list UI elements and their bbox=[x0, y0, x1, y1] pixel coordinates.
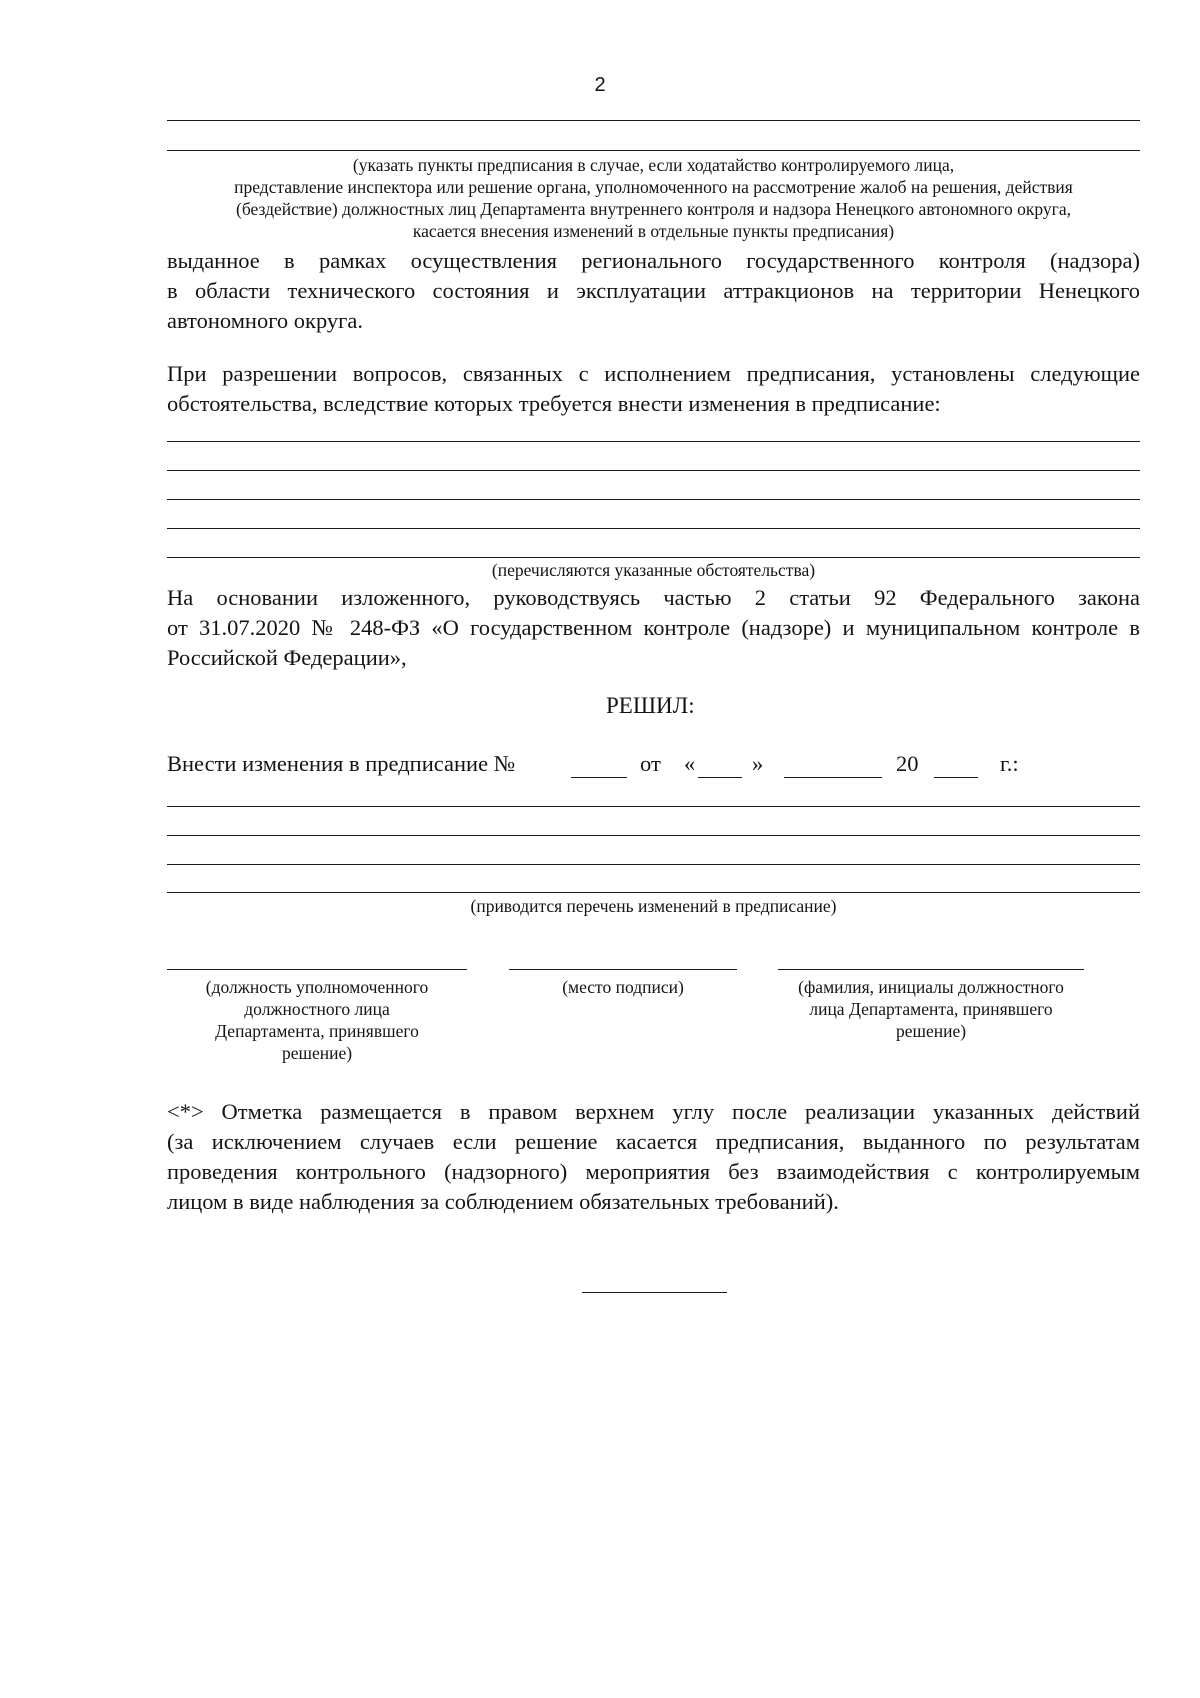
caption-line: (фамилия, инициалы должностного bbox=[798, 977, 1064, 997]
fill-line bbox=[167, 150, 1140, 151]
fill-line bbox=[167, 528, 1140, 529]
number-blank bbox=[571, 777, 627, 778]
footnote-line: проведения контрольного (надзорного) мероприятия без взаимодействия с контролируемым bbox=[167, 1159, 1140, 1184]
footnote-line: лицом в виде наблюдения за соблюдением обязательных требований). bbox=[167, 1189, 839, 1214]
page-number: 2 bbox=[594, 74, 606, 96]
fill-line bbox=[167, 892, 1140, 893]
amend-caption: (приводится перечень изменений в предписание) bbox=[470, 896, 837, 916]
fill-line bbox=[167, 120, 1140, 121]
footnote-paragraph bbox=[167, 1097, 1140, 1217]
fill-line bbox=[167, 499, 1140, 500]
circumstances-line: обстоятельства, вследствие которых требуется внести изменения в предписание: bbox=[167, 391, 941, 416]
caption-line: Департамента, принявшего bbox=[215, 1021, 419, 1041]
circumstances-caption: (перечисляются указанные обстоятельства) bbox=[491, 560, 816, 580]
issued-line: выданное в рамках осуществления регионального государственного контроля (надзора) bbox=[167, 248, 1140, 273]
basis-line: На основании изложенного, руководствуясь частью 2 статьи 92 Федерального закона bbox=[167, 585, 1140, 610]
fill-line bbox=[167, 470, 1140, 471]
header-note-line: касается внесения изменений в отдельные пункты предписания) bbox=[412, 221, 895, 241]
amend-from: от bbox=[640, 751, 661, 776]
signature-line-place bbox=[509, 969, 737, 970]
basis-line: Российской Федерации», bbox=[167, 645, 407, 670]
caption-line: (должность уполномоченного bbox=[205, 977, 429, 997]
fill-line bbox=[167, 835, 1140, 836]
footnote-line: <*> Отметка размещается в правом верхнем углу после реализации указанных действий bbox=[167, 1099, 1140, 1124]
day-blank bbox=[698, 777, 742, 778]
end-separator bbox=[582, 1292, 727, 1293]
caption-line: лица Департамента, принявшего bbox=[809, 999, 1053, 1019]
fill-line bbox=[167, 557, 1140, 558]
signature-line-name bbox=[778, 969, 1084, 970]
caption-line: (место подписи) bbox=[562, 977, 684, 997]
decision-title: РЕШИЛ: bbox=[606, 693, 695, 718]
signature-caption-position bbox=[167, 976, 467, 1064]
fill-line bbox=[167, 864, 1140, 865]
footnote-line: (за исключением случаев если решение касается предписания, выданного по результатам bbox=[167, 1129, 1140, 1154]
signature-line-position bbox=[167, 969, 467, 970]
quote-open: « bbox=[684, 751, 696, 776]
signature-caption-place bbox=[509, 976, 737, 998]
circumstances-line: При разрешении вопросов, связанных с исполнением предписания, установлены следующие bbox=[167, 361, 1140, 386]
header-note-line: (указать пункты предписания в случае, если ходатайство контролируемого лица, bbox=[352, 155, 955, 175]
year-prefix: 20 bbox=[896, 751, 919, 776]
caption-line: решение) bbox=[281, 1043, 353, 1063]
basis-line: от 31.07.2020 № 248-ФЗ «О государственном контроле (надзоре) и муниципальном контроле в bbox=[167, 615, 1140, 640]
fill-line bbox=[167, 441, 1140, 442]
issued-line: автономного округа. bbox=[167, 308, 363, 333]
basis-paragraph bbox=[167, 583, 1140, 673]
header-note-line: (бездействие) должностных лиц Департамента внутреннего контроля и надзора Ненецкого автономного округа, bbox=[236, 199, 1071, 219]
header-note-line: представление инспектора или решение органа, уполномоченного на рассмотрение жалоб на решения, действия bbox=[234, 177, 1073, 197]
caption-line: решение) bbox=[895, 1021, 967, 1041]
fill-line bbox=[167, 806, 1140, 807]
year-blank bbox=[934, 777, 978, 778]
signature-caption-name bbox=[778, 976, 1084, 1042]
issued-paragraph bbox=[167, 246, 1140, 336]
amend-label: Внести изменения в предписание № bbox=[167, 751, 516, 776]
month-blank bbox=[784, 777, 882, 778]
circumstances-paragraph bbox=[167, 359, 1140, 419]
year-suffix: г.: bbox=[1000, 751, 1019, 776]
quote-close: » bbox=[752, 751, 764, 776]
issued-line: в области технического состояния и эксплуатации аттракционов на территории Ненецкого bbox=[167, 278, 1140, 303]
header-note bbox=[160, 154, 1147, 242]
caption-line: должностного лица bbox=[244, 999, 390, 1019]
